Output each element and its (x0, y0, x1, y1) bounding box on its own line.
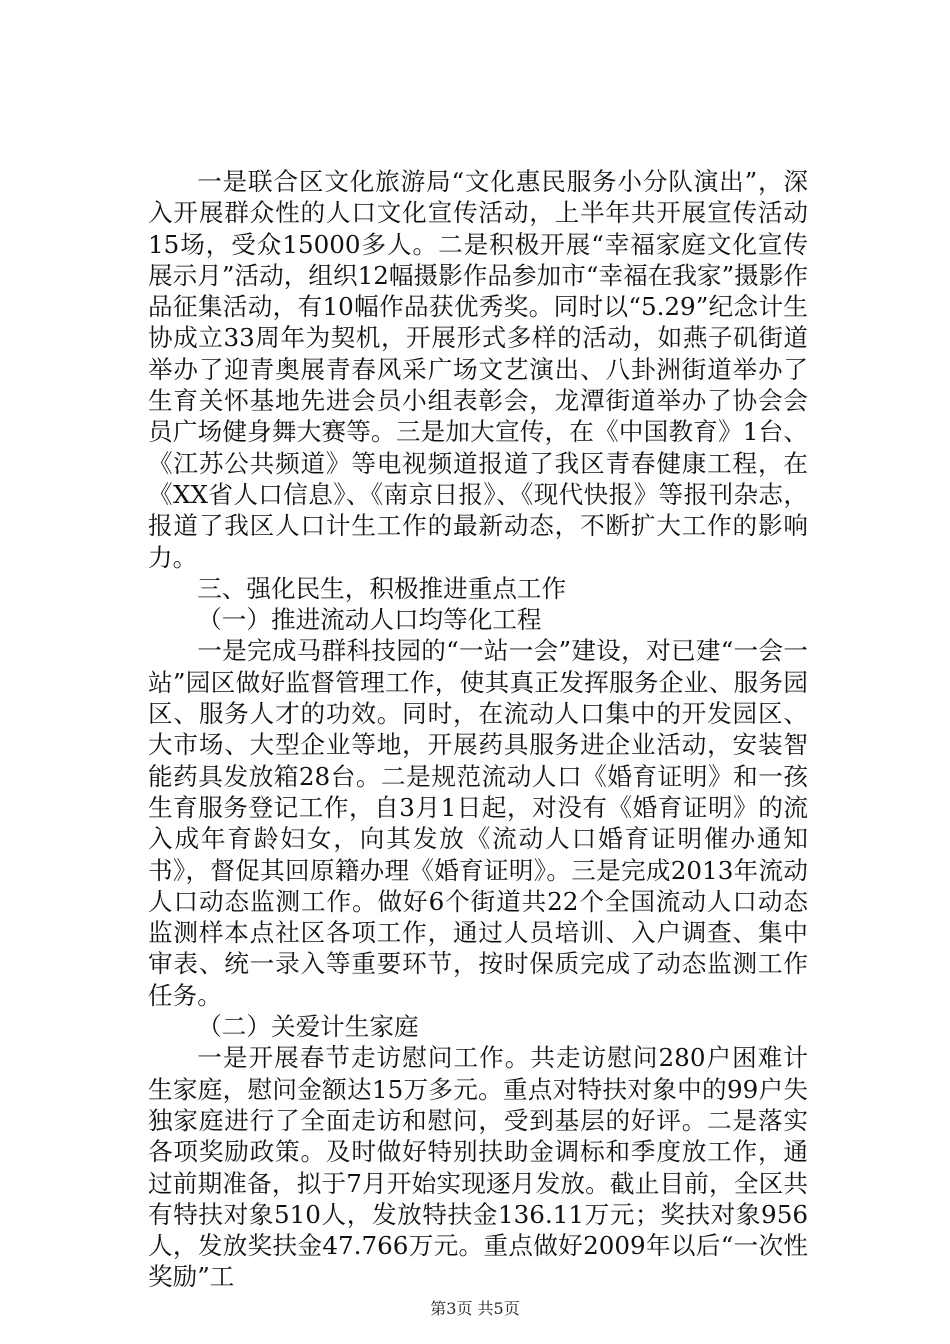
subsection-heading-2: （二）关爱计生家庭 (197, 1012, 419, 1042)
paragraph-publicity: 一是联合区文化旅游局“文化惠民服务小分队演出”，深入开展群众性的人口文化宣传活动，上半年共开展宣传活动15场，受众15000多人。二是积极开展“幸福家庭文化宣传展示月”活动，组织12幅摄影作品参加市“幸福在我家”摄影作品征集活动，有10幅作品获优秀奖。同时以“5.29”纪念计生协成立33周年为契机，开展形式多样的活动，如燕子矶街道举办了迎青奥展青春风采广场文艺演出、八卦洲街道举办了生育关怀基地先进会员小组表彰会，龙潭街道举办了协会会员广场健身舞大赛等。三是加大宣传，在《中国教育》1台、《江苏公共频道》等电视频道报道了我区青春健康工程，在《XX省人口信息》、《南京日报》、《现代快报》等报刊杂志，报道了我区人口计生工作的最新动态，不断扩大工作的影响力。 (148, 167, 808, 572)
page-footer: 第3页 共5页 (430, 1299, 520, 1318)
subsection-heading-1: （一）推进流动人口均等化工程 (197, 605, 542, 635)
document-body (148, 166, 808, 1293)
paragraph-family-care: 一是开展春节走访慰问工作。共走访慰问280户困难计生家庭，慰问金额达15万多元。重点对特扶对象中的99户失独家庭进行了全面走访和慰问，受到基层的好评。二是落实各项奖励政策。及时做好特别扶助金调标和季度放工作，通过前期准备，拟于7月开始实现逐月发放。截止目前，全区共有特扶对象510人，发放特扶金136.11万元；奖扶对象956人，发放奖扶金47.766万元。重点做好2009年以后“一次性奖励”工 (148, 1043, 808, 1292)
section-heading-3: 三、强化民生，积极推进重点工作 (197, 573, 567, 603)
paragraph-floating-population: 一是完成马群科技园的“一站一会”建设，对已建“一会一站”园区做好监督管理工作，使其真正发挥服务企业、服务园区、服务人才的功效。同时，在流动人口集中的开发园区、大市场、大型企业等地，开展药具服务进企业活动，安装智能药具发放箱28台。二是规范流动人口《婚育证明》和一孩生育服务登记工作，自3月1日起，对没有《婚育证明》的流入成年育龄妇女，向其发放《流动人口婚育证明催办通知书》，督促其回原籍办理《婚育证明》。三是完成2013年流动人口动态监测工作。做好6个街道共22个全国流动人口动态监测样本点社区各项工作，通过人员培训、入户调查、集中审表、统一录入等重要环节，按时保质完成了动态监测工作任务。 (148, 636, 808, 1010)
